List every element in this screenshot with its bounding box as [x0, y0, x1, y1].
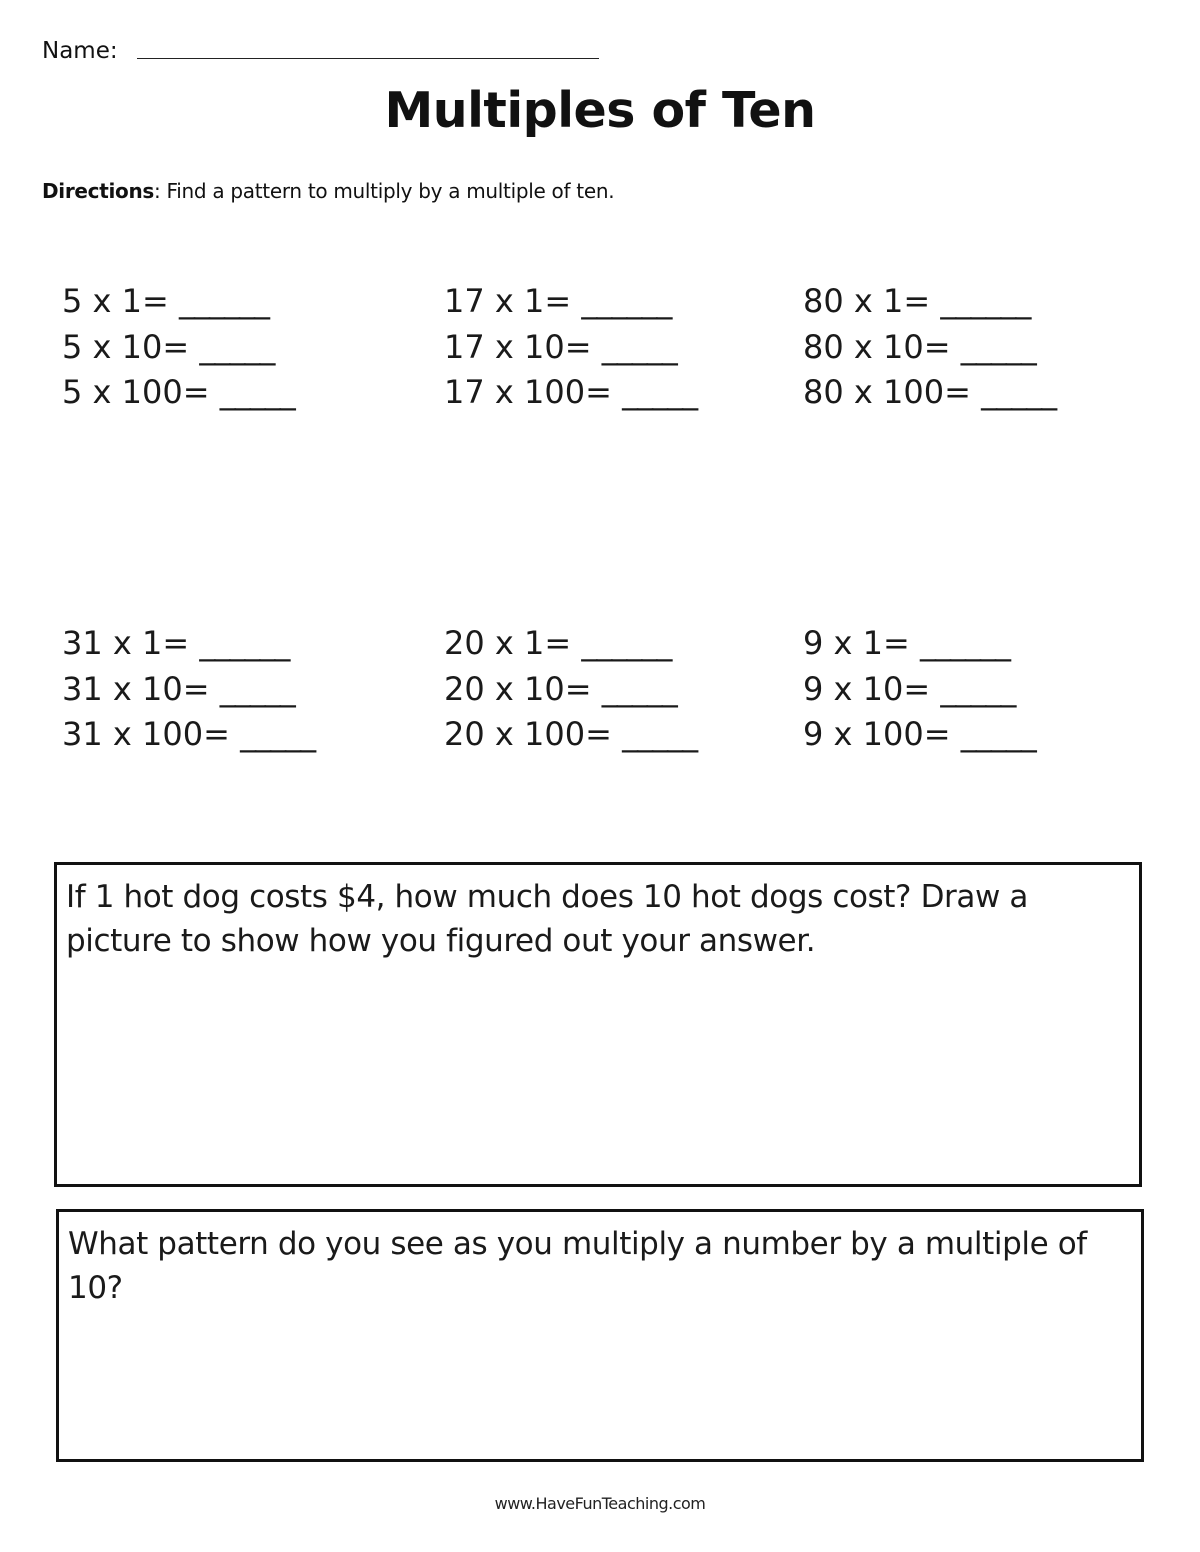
answer-blank[interactable]: _____ — [199, 327, 275, 366]
answer-blank[interactable]: ______ — [581, 282, 672, 320]
name-row — [42, 36, 602, 66]
equation-expression: 20 x 1= — [444, 624, 572, 662]
equation — [444, 279, 784, 325]
equation — [803, 370, 1143, 416]
problem-set-2 — [444, 279, 784, 416]
directions-text: : Find a pattern to multiply by a multiple of ten. — [154, 179, 615, 203]
equation-expression: 31 x 10= — [62, 669, 210, 708]
equation-expression: 20 x 100= — [444, 715, 612, 753]
hot-dog-question-box[interactable] — [54, 862, 1142, 1187]
problem-set-4 — [62, 621, 402, 758]
directions — [42, 176, 614, 206]
answer-blank[interactable]: _____ — [940, 669, 1016, 708]
answer-blank[interactable]: _____ — [960, 327, 1036, 366]
name-line[interactable] — [137, 58, 599, 59]
equation-expression: 17 x 10= — [444, 327, 592, 366]
equation — [803, 325, 1143, 371]
equation — [62, 325, 402, 371]
answer-blank[interactable]: _____ — [601, 669, 677, 708]
hot-dog-question-text: If 1 hot dog costs $4, how much does 10 hot dogs cost? Draw a picture to show how you figured out your answer. — [66, 879, 1028, 959]
equation-expression: 9 x 1= — [803, 624, 910, 662]
equation — [444, 325, 784, 371]
problem-set-5 — [444, 621, 784, 758]
equation-expression: 5 x 1= — [62, 282, 169, 320]
answer-blank[interactable]: _____ — [960, 715, 1036, 753]
answer-blank[interactable]: ______ — [178, 282, 269, 320]
answer-blank[interactable]: ______ — [940, 282, 1031, 320]
problem-set-1 — [62, 279, 402, 416]
equation-expression: 17 x 1= — [444, 282, 572, 320]
equation-expression: 80 x 1= — [803, 282, 931, 320]
equation — [444, 712, 784, 758]
equation-expression: 5 x 10= — [62, 327, 190, 366]
equation-expression: 5 x 100= — [62, 373, 210, 411]
equation-expression: 80 x 10= — [803, 327, 951, 366]
problem-set-6 — [803, 621, 1143, 758]
page-title: Multiples of Ten — [384, 82, 816, 139]
equation — [803, 279, 1143, 325]
equation — [62, 370, 402, 416]
equation-expression: 9 x 100= — [803, 715, 951, 753]
pattern-question-box[interactable] — [56, 1209, 1144, 1462]
footer-url: www.HaveFunTeaching.com — [494, 1494, 706, 1513]
answer-blank[interactable]: ______ — [919, 624, 1010, 662]
equation — [803, 667, 1143, 713]
answer-blank[interactable]: ______ — [581, 624, 672, 662]
equation-expression: 9 x 10= — [803, 669, 931, 708]
equation — [803, 621, 1143, 667]
equation — [444, 621, 784, 667]
equation — [444, 667, 784, 713]
equation — [62, 279, 402, 325]
problem-set-3 — [803, 279, 1143, 416]
pattern-question-text: What pattern do you see as you multiply a number by a multiple of 10? — [68, 1226, 1087, 1306]
directions-label: Directions — [42, 179, 155, 203]
equation-expression: 31 x 100= — [62, 715, 230, 753]
equation — [444, 370, 784, 416]
answer-blank[interactable]: _____ — [981, 373, 1057, 411]
equation — [62, 621, 402, 667]
equation-expression: 80 x 100= — [803, 373, 971, 411]
answer-blank[interactable]: _____ — [622, 373, 698, 411]
equation-expression: 31 x 1= — [62, 624, 190, 662]
name-label: Name: — [42, 38, 118, 64]
answer-blank[interactable]: _____ — [219, 373, 295, 411]
answer-blank[interactable]: _____ — [219, 669, 295, 708]
answer-blank[interactable]: ______ — [199, 624, 290, 662]
equation — [803, 712, 1143, 758]
answer-blank[interactable]: _____ — [622, 715, 698, 753]
equation-expression: 17 x 100= — [444, 373, 612, 411]
equation-expression: 20 x 10= — [444, 669, 592, 708]
answer-blank[interactable]: _____ — [240, 715, 316, 753]
equation — [62, 712, 402, 758]
equation — [62, 667, 402, 713]
answer-blank[interactable]: _____ — [601, 327, 677, 366]
